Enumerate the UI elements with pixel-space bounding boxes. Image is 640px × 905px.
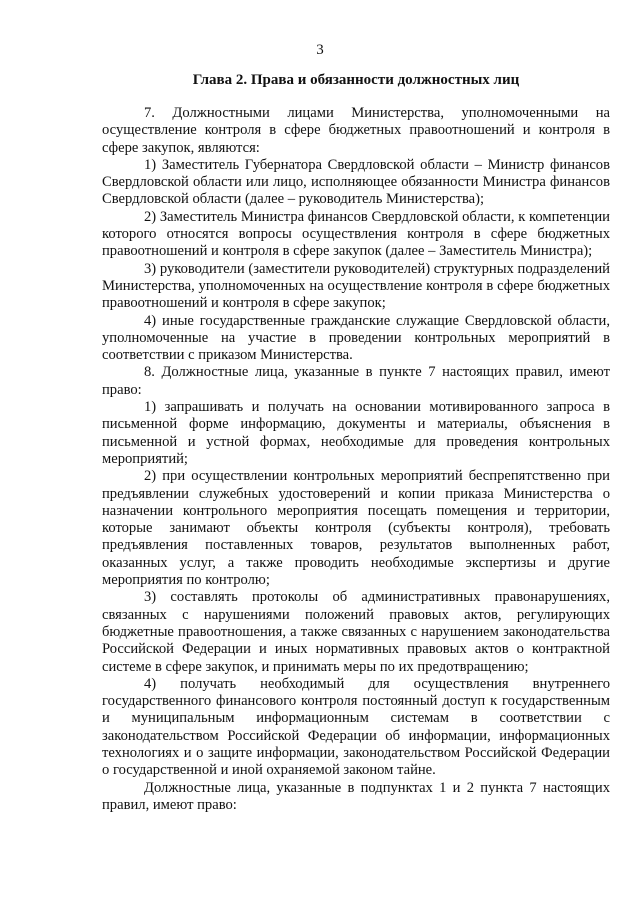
chapter-title: Глава 2. Права и обязанности должностных лиц [192,72,520,88]
paragraph-closing: Должностные лица, указанные в подпунктах 1 и 2 пункта 7 настоящих правил, имеют право: [102,779,610,813]
paragraph-subitem-7-2: 2) Заместитель Министра финансов Свердловской области, к компетенции которого относятся вопросы осуществления контроля в сфере бюджетных правоотношений и контроля в сфере закупок (далее – Заместитель Министра); [102,208,610,260]
paragraph-item-7: 7. Должностными лицами Министерства, уполномоченными на осуществление контроля в сфере бюджетных правоотношений и контроля в сфере закупок, являются: [102,105,610,156]
paragraph-subitem-7-4: 4) иные государственные гражданские служащие Свердловской области, уполномоченные на участие в проведении контрольных мероприятий в соответствии с приказом Министерства. [102,312,610,364]
page-number: 3 [316,42,324,58]
document-body [102,105,610,814]
paragraph-subitem-7-1: 1) Заместитель Губернатора Свердловской области – Министр финансов Свердловской области или лицо, исполняющее обязанности Министра финансов Свердловской области (далее – руководитель Министерства); [102,156,610,208]
paragraph-subitem-8-3: 3) составлять протоколы об административных правонарушениях, связанных с нарушениями положений правовых актов, регулирующих бюджетные правоотношения, а также связанных с нарушением законодательства Российской Федерации и иных нормативных правовых актов о контрактной системе в сфере закупок, и принимать меры по их предотвращению; [102,589,610,675]
paragraph-subitem-7-3: 3) руководители (заместители руководителей) структурных подразделений Министерства, уполномоченных на осуществление контроля в сфере бюджетных правоотношений и контроля в сфере закупок; [102,260,610,312]
paragraph-item-8: 8. Должностные лица, указанные в пункте 7 настоящих правил, имеют право: [102,364,610,398]
paragraph-subitem-8-1: 1) запрашивать и получать на основании мотивированного запроса в письменной форме информацию, документы и материалы, объяснения в письменной и устной формах, необходимые для проведения контрольных мероприятий; [102,399,610,467]
paragraph-subitem-8-4: 4) получать необходимый для осуществления внутреннего государственного финансового контроля постоянный доступ к государственным и муниципальным информационным системам в соответствии с законодательством Российской Федерации об информации, информационных технологиях и о защите информации, законодательством Российской Федерации о государственной и иной охраняемой законом тайне. [102,675,610,779]
paragraph-subitem-8-2: 2) при осуществлении контрольных мероприятий беспрепятственно при предъявлении служебных удостоверений и копии приказа Министерства о назначении контрольного мероприятия посещать помещения и территории, которые занимают объекты контроля (субъекты контроля), требовать предъявления поставленных товаров, результатов выполненных работ, оказанных услуг, а также проводить необходимые экспертизы и другие мероприятия по контролю; [102,468,610,589]
